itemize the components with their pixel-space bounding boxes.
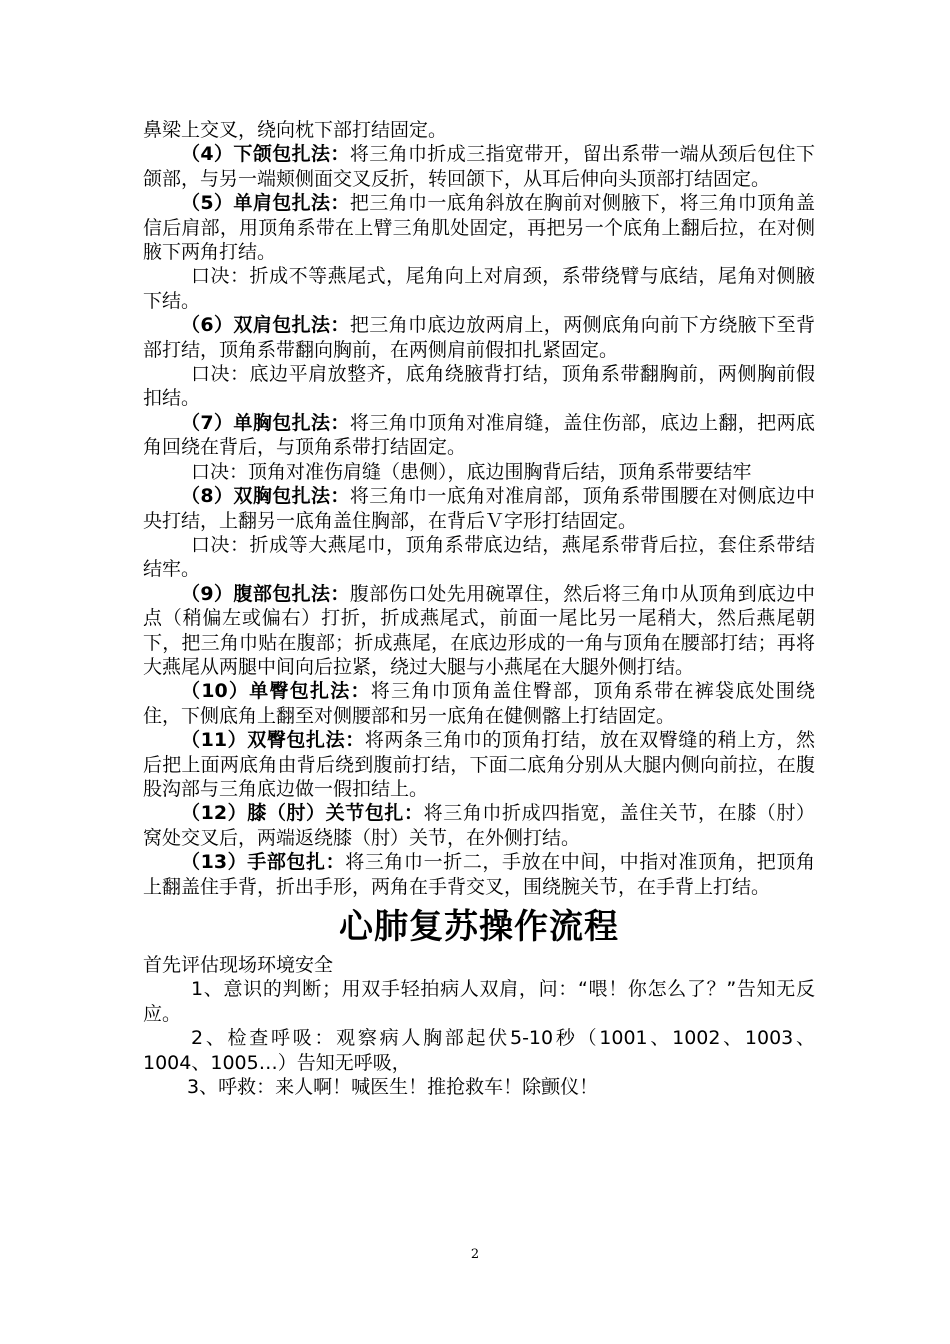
paragraph-label: （4）下颌包扎法： xyxy=(181,143,350,166)
cpr-section xyxy=(143,953,815,1099)
paragraph-text: 1、意识的判断；用双手轻拍病人双肩，问：“喂！你怎么了？”告知无反应。 xyxy=(143,978,815,1025)
paragraph-text: 鼻梁上交叉，绕向枕下部打结固定。 xyxy=(143,119,448,141)
paragraph xyxy=(143,191,815,264)
paragraph xyxy=(143,118,815,142)
paragraph xyxy=(143,953,815,977)
document-page xyxy=(143,118,815,1099)
paragraph-text: 把三角巾一底角斜放在胸前对侧腋下，将三角巾顶角盖信后肩部，用顶角系带在上臂三角肌处固定，再把另一个底角上翻后拉，在对侧腋下两角打结。 xyxy=(143,192,815,264)
paragraph-label: （13）手部包扎： xyxy=(181,851,346,874)
paragraph-text: 把三角巾底边放两肩上，两侧底角向前下方绕腋下至背部打结，顶角系带翻向胸前，在两侧肩前假扣扎紧固定。 xyxy=(143,314,815,361)
paragraph-label: （8）双胸包扎法： xyxy=(181,485,350,508)
paragraph-label: （12）膝（肘）关节包扎： xyxy=(181,802,424,825)
paragraph-text: 将三角巾折成四指宽，盖住关节，在膝（肘）窝处交叉后，两端返绕膝（肘）关节，在外侧打结。 xyxy=(143,802,815,849)
paragraph xyxy=(143,533,815,582)
paragraph xyxy=(143,977,815,1026)
paragraph-label: （9）腹部包扎法： xyxy=(181,582,350,605)
paragraph-text: 将三角巾顶角盖住臀部，顶角系带在裤袋底处围绕住，下侧底角上翻至对侧腰部和另一底角在健侧髂上打结固定。 xyxy=(143,680,815,727)
paragraph-text: 将三角巾折成三指宽带开，留出系带一端从颈后包住下颌部，与另一端颊侧面交叉反折，转回颌下，从耳后伸向头顶部打结固定。 xyxy=(143,143,815,190)
paragraph-label: （5）单肩包扎法： xyxy=(181,192,350,215)
paragraph xyxy=(143,460,815,484)
paragraph-text: 将两条三角巾的顶角打结，放在双臀缝的稍上方，然后把上面两底角由背后绕到腹前打结，下面二底角分别从大腿内侧向前拉，在腹股沟部与三角底边做一假扣结上。 xyxy=(143,729,815,800)
page-number: 2 xyxy=(470,1247,480,1262)
paragraph-label: （10）单臀包扎法： xyxy=(181,680,371,703)
paragraph-label: （7）单胸包扎法： xyxy=(181,411,350,434)
paragraph xyxy=(143,582,815,680)
paragraph-text: 口决：顶角对准伤肩缝（患侧），底边围胸背后结，顶角系带要结牢 xyxy=(191,460,752,483)
paragraph-text: 将三角巾一折二，手放在中间，中指对准顶角，把顶角上翻盖住手背，折出手形，两角在手背交叉，围绕腕关节，在手背上打结。 xyxy=(143,851,815,898)
paragraph-text: 口决：折成等大燕尾巾，顶角系带底边结，燕尾系带背后拉，套住系带结结牢。 xyxy=(143,533,815,581)
paragraph-text: 将三角巾一底角对准肩部，顶角系带围腰在对侧底边中央打结，上翻另一底角盖住胸部，在背后Ｖ字形打结固定。 xyxy=(143,485,815,532)
paragraph xyxy=(143,362,815,411)
paragraph xyxy=(143,850,815,899)
paragraph-text: 首先评估现场环境安全 xyxy=(143,954,334,976)
paragraph xyxy=(143,1026,815,1075)
paragraph xyxy=(143,728,815,801)
paragraph-text: 口决：折成不等燕尾式，尾角向上对肩颈，系带绕臂与底结，尾角对侧腋下结。 xyxy=(143,265,815,312)
paragraph-text: 口决：底边平肩放整齐，底角绕腋背打结，顶角系带翻胸前，两侧胸前假扣结。 xyxy=(143,363,815,410)
paragraph xyxy=(143,801,815,850)
paragraph xyxy=(143,142,815,191)
bandaging-section xyxy=(143,118,815,899)
section-heading: 心肺复苏操作流程 xyxy=(339,907,619,947)
paragraph xyxy=(143,313,815,362)
paragraph xyxy=(143,679,815,728)
paragraph xyxy=(143,484,815,533)
paragraph-text: 腹部伤口处先用碗罩住，然后将三角巾从顶角到底边中点（稍偏左或偏右）打折，折成燕尾式，前面一尾比另一尾稍大，然后燕尾朝下，把三角巾贴在腹部；折成燕尾，在底边形成的一角与顶角在腰部打结；再将大燕尾从两腿中间向后拉紧，绕过大腿与小燕尾在大腿外侧打结。 xyxy=(143,582,815,678)
paragraph-text: 将三角巾顶角对准肩缝，盖住伤部，底边上翻，把两底角回绕在背后，与顶角系带打结固定。 xyxy=(143,411,815,459)
paragraph-label: （11）双臀包扎法： xyxy=(181,729,365,752)
paragraph xyxy=(143,411,815,460)
paragraph xyxy=(143,264,815,313)
paragraph-text: 2、检查呼吸：观察病人胸部起伏5-10秒（1001、1002、1003、1004、1005…）告知无呼吸， xyxy=(143,1027,815,1074)
paragraph xyxy=(143,1075,815,1099)
paragraph-text: 3、呼救：来人啊！喊医生！推抢救车！除颤仪！ xyxy=(187,1076,599,1099)
paragraph-label: （6）双肩包扎法： xyxy=(181,314,350,337)
